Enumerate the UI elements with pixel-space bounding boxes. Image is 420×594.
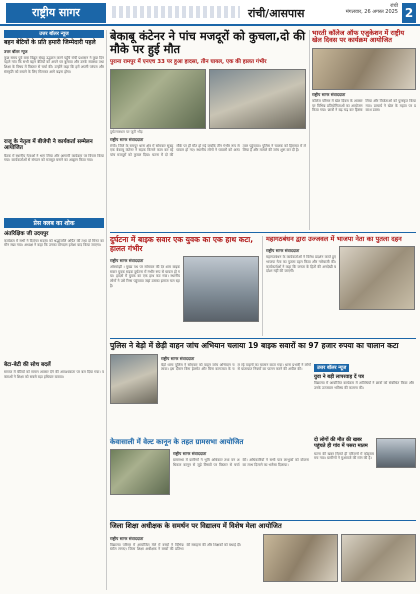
lead-headline: बेकाबू कंटेनर ने पांच मजदूरों को कुचला,दो की मौके पर हुई मौत (110, 29, 306, 57)
right-body: कॉलेज परिसर में खेल दिवस के अवसर पर विभिन्न प्रतियोगिताओं का आयोजन किया गया। छात्रों ने बढ़ चढ़ कर हिस्सा लिया और विजेताओं को पुरस्कृत किया गया। प्राचार्य ने खेल के महत्व पर प्रकाश डाला। (312, 98, 416, 113)
lead-story (110, 30, 306, 230)
right-lower-story2 (314, 438, 416, 518)
bottom-byline: राष्ट्रीय सागर संवाददाता (110, 535, 144, 541)
left-column (4, 30, 104, 590)
right-top-story (312, 30, 416, 230)
right-photo (312, 48, 416, 90)
left-kicker: उत्तर बॉलर न्यूज (4, 30, 104, 38)
right-lower-head1: युवा ने बड़ी लापरवाह दें पत्र (314, 373, 364, 380)
protest-byline: राष्ट्रीय सागर संवाददाता (266, 248, 300, 254)
bike-story (110, 236, 260, 336)
divider-mid (262, 236, 263, 336)
city-label: रांची (390, 3, 398, 9)
left-story1-headline: बहन बेटियों के प्रति हमारी जिम्मेदारी पहले (4, 39, 96, 46)
gramsabha-headline: केवासाली में वेल्ट कानून के तहत ग्रामसभा आयोजित (110, 438, 244, 446)
right-lower-body2: घटना की खबर मिलते ही परिजनों में कोहराम मच गया। ग्रामीणों ने मुआवजे की मांग की है। (314, 451, 374, 461)
right-lower-head2: दो लोगों की मौत की खबर पहुंचते ही गांव में पसरा मातम (314, 437, 368, 449)
right-byline: राष्ट्रीय सागर संवाददाता (312, 91, 346, 97)
left-story1-byline: उत्तर बॉलर न्यूज (4, 48, 28, 54)
divider-right-top (309, 30, 310, 230)
police-story (110, 342, 416, 434)
lead-photo-2 (209, 69, 306, 129)
left-story2-body: बैठक में स्थानीय नेताओं ने भाग लिया और आगामी कार्यक्रम पर विचार किया गया। कार्यकर्ताओं से संगठन को मजबूत बनाने का आह्वान किया गया। (4, 153, 104, 163)
date-label: मंगलवार, 26 अगस्त 2025 (345, 9, 398, 15)
left-story3-headline: अंतरिक्षिक जी उदयपुर (4, 230, 49, 237)
brand-logo: राष्ट्रीय सागर (6, 3, 106, 23)
lead-body: रांची। जिले के रामपुर थाना क्षेत्र में सोमवार सुबह एक बेकाबू कंटेनर ने सड़क किनारे काम कर रहे पांच मजदूरों को कुचल दिया। घटना में दो की मौके पर ही मौत हो गई जबकि तीन गंभीर रूप से घायल हो गए। स्थानीय लोगों ने घायलों को अस्पताल पहुंचाया। पुलिस ने चालक को हिरासत में ले लिया है और मामले की जांच शुरू कर दी है। (110, 143, 306, 157)
rule-police (110, 338, 416, 339)
section-title: रांची/आसपास (248, 7, 305, 20)
protest-headline: महागठबंधन द्वारा उज्जवल में भाजपा नेता का पुतला दहन (266, 235, 402, 243)
right-headline: भारती कॉलेज ऑफ एजुकेशन में राष्ट्रीय खेल दिवस पर कार्यक्रम आयोजित (312, 29, 405, 45)
protest-story (266, 236, 416, 336)
bike-headline: दुर्घटना में बाइक सवार एक युवक का एक हाथ कटा, हालत गंभीर (110, 235, 254, 253)
bike-body: ओरमांझी । मुख्य पथ पर सोमवार की देर शाम बाइक सवार युवक सड़क दुर्घटना में गंभीर रूप से घायल हो गया। हादसे में युवक का एक हाथ कट गया। स्थानीय लोगों ने उसे रिम्स पहुंचाया जहां उसका इलाज चल रहा है। (110, 265, 180, 288)
right-lower-photo (376, 438, 416, 468)
bottom-story (110, 523, 416, 590)
page-number: 2 (402, 3, 416, 23)
right-lower-body1: विद्यालय में आयोजित कार्यक्रम में अतिथियों ने छात्रों को संबोधित किया और उनके उज्जवल भविष्य की कामना की। (314, 381, 414, 390)
bottom-photo-2 (341, 534, 416, 582)
gramsabha-body: ग्रामसभा में ग्रामीणों ने भूमि अधिकार तथा वन अधिकार कानून से जुड़े विषयों पर विस्तार से चर्चा की। अधिकारियों ने सभी पात्र लाभुकों को योजना का लाभ दिलाने का भरोसा दिलाया। (173, 458, 309, 467)
bottom-body: विद्यालय परिसर में आयोजित मेले में बच्चों ने विभिन्न स्टॉल लगाए। जिला शिक्षा अधीक्षक ने बच्चों की प्रतिभा की सराहना की और शिक्षकों को बधाई दी। (110, 542, 242, 552)
bike-byline: राष्ट्रीय सागर संवाददाता (110, 258, 144, 264)
divider-left (106, 30, 107, 590)
police-byline: राष्ट्रीय सागर संवाददाता (161, 355, 195, 361)
gramsabha-story (110, 438, 310, 518)
bottom-headline: जिला शिक्षा अधीक्षक के समर्थन पर विद्यालय में विशेष मेला आयोजित (110, 522, 282, 530)
left-story3-body: कार्यक्रम में सभी ने दिवंगत सदस्य को श्रद्धांजलि अर्पित की तथा दो मिनट का मौन रखा गया। अध्यक्ष ने कहा कि उनका योगदान हमेशा याद किया जाएगा। (4, 238, 104, 248)
left-story2-headline: राजू के नेतृत्व में बीजेपी ने कार्यकर्ता सम्मेलन आयोजित (4, 138, 93, 152)
date-block (338, 3, 398, 15)
header-strip (112, 6, 240, 18)
rule-mid (110, 232, 416, 233)
gramsabha-byline: राष्ट्रीय सागर संवाददाता (173, 451, 207, 457)
bike-photo (183, 256, 259, 322)
protest-photo (339, 246, 415, 310)
police-photo (110, 354, 158, 404)
lead-photo-1 (110, 69, 206, 129)
lead-caption: दुर्घटनास्थल पर जुटी भीड़ (110, 129, 143, 134)
police-body: बेड़ो थाना पुलिस ने सोमवार को वाहन जांच अभियान चलाया। इस दौरान बिना हेलमेट और बिना कागजात के चल रहे वाहनों का चालान काटा गया। थाना प्रभारी ने लोगों से यातायात नियमों का पालन करने की अपील की। (161, 362, 311, 372)
lead-subhead: पुराना रामपुर में एनएच 33 पर हुआ हादसा, तीन घायल, एक की हालत गंभीर (110, 59, 267, 66)
press-club-box-title: प्रेस क्लब का शोक (4, 218, 104, 228)
left-story1-body: कुछ समय पूर्व बारा विद्युत संग्रह उद्घाटन करने पहुँचे रांची प्रशासन ने कुछ दिन पहले गांव कि सभी बहन बेटियों को अपने घर बुलाया और उनके स्वास्थ्य तथा शिक्षा के विषय में विस्तार से चर्चा की। उन्होंने कहा कि हमें अपनी परंपरा और संस्कृति को बचाने के लिए मिलकर आगे बढ़ना होगा। (4, 55, 104, 74)
gramsabha-photo (110, 449, 170, 495)
lead-byline: राष्ट्रीय सागर संवाददाता (110, 136, 144, 142)
left-story4-body: समाज में बेटियों को समान अवसर देने की आवश्यकता पर बल दिया गया। वक्ताओं ने शिक्षा को सबसे बड़ा हथियार बताया। (4, 370, 104, 379)
bottom-photo-1 (263, 534, 338, 582)
right-lower-kicker: उत्तर बॉलर न्यूज (314, 364, 349, 372)
left-story4-headline: बेटा-बेटी की सोच बदलें (4, 361, 51, 368)
rule-bottom (110, 520, 416, 521)
protest-body: महागठबंधन के कार्यकर्ताओं ने विरोध प्रदर्शन करते हुए भाजपा नेता का पुतला दहन किया और नारेबाजी की। कार्यकर्ताओं ने कहा कि जनता के हितों की अनदेखी बर्दाश्त नहीं की जाएगी। (266, 255, 336, 274)
masthead (0, 0, 420, 26)
police-headline: पुलिस ने बेड़ो में छेड़ी वाहन जांच अभियान चलाया 19 बाइक सवारों का 97 हजार रुपया का चालान कटा (110, 341, 399, 350)
